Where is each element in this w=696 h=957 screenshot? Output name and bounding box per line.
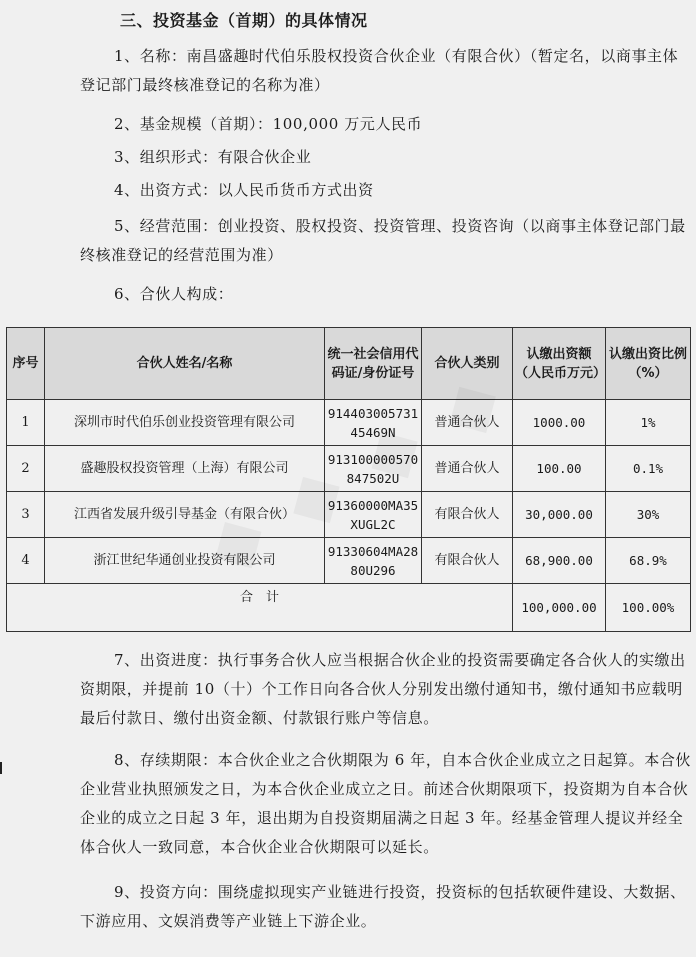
header-code: 统一社会信用代码证/身份证号 <box>325 328 422 400</box>
cell-ratio: 30% <box>606 492 691 538</box>
item-name: 1、名称：南昌盛趣时代伯乐股权投资合伙企业（有限合伙）（暂定名，以商事主体登记部门最终核准登记的名称为准） <box>80 47 679 94</box>
header-amount: 认缴出资额（人民币万元） <box>513 328 606 400</box>
section-heading: 三、投资基金（首期）的具体情况 <box>120 11 368 30</box>
total-label: 合 计 <box>7 584 513 632</box>
cell-name: 江西省发展升级引导基金（有限合伙） <box>45 492 325 538</box>
cell-amount: 1000.00 <box>513 400 606 446</box>
margin-mark <box>0 762 2 774</box>
table-header-row <box>7 328 691 400</box>
cell-seq: 4 <box>7 538 45 584</box>
cell-ratio: 68.9% <box>606 538 691 584</box>
header-type: 合伙人类别 <box>422 328 513 400</box>
cell-code: 91360000MA35XUGL2C <box>325 492 422 538</box>
item-investment-direction: 9、投资方向：围绕虚拟现实产业链进行投资，投资标的包括软硬件建设、大数据、下游应用、文娱消费等产业链上下游企业。 <box>80 883 686 930</box>
cell-ratio: 1% <box>606 400 691 446</box>
cell-ratio: 0.1% <box>606 446 691 492</box>
table-row <box>7 538 691 584</box>
header-name: 合伙人姓名/名称 <box>45 328 325 400</box>
cell-amount: 68,900.00 <box>513 538 606 584</box>
cell-name: 浙江世纪华通创业投资有限公司 <box>45 538 325 584</box>
cell-type: 有限合伙人 <box>422 492 513 538</box>
header-seq: 序号 <box>7 328 45 400</box>
cell-name: 深圳市时代伯乐创业投资管理有限公司 <box>45 400 325 446</box>
item-business-scope: 5、经营范围：创业投资、股权投资、投资管理、投资咨询（以商事主体登记部门最终核准登记的经营范围为准） <box>80 217 686 264</box>
item-org-form: 3、组织形式：有限合伙企业 <box>114 148 312 166</box>
cell-seq: 3 <box>7 492 45 538</box>
item-partners-title: 6、合伙人构成： <box>114 285 234 303</box>
total-ratio: 100.00% <box>606 584 691 632</box>
item-contribution-method: 4、出资方式：以人民币货币方式出资 <box>114 181 374 199</box>
cell-type: 普通合伙人 <box>422 446 513 492</box>
cell-code: 91440300573145469N <box>325 400 422 446</box>
cell-seq: 1 <box>7 400 45 446</box>
cell-seq: 2 <box>7 446 45 492</box>
item-contribution-progress: 7、出资进度：执行事务合伙人应当根据合伙企业的投资需要确定各合伙人的实缴出资期限，并提前 10（十）个工作日向各合伙人分别发出缴付通知书，缴付通知书应载明最后付款日、缴付出资金额、付款银行账户等信息。 <box>80 651 686 727</box>
cell-code: 913100000570847502U <box>325 446 422 492</box>
item-fund-scale: 2、基金规模（首期）：100,000 万元人民币 <box>114 115 423 133</box>
cell-amount: 30,000.00 <box>513 492 606 538</box>
table-total-row <box>7 584 691 632</box>
item-duration: 8、存续期限：本合伙企业之合伙期限为 6 年，自本合伙企业成立之日起算。本合伙企业营业执照颁发之日，为本合伙企业成立之日。前述合伙期限项下，投资期为自本合伙企业的成立之日起 3 年，退出期为自投资期届满之日起 3 年。经基金管理人提议并经全体合伙人一致同意，本合伙企业合伙期限可以延长。 <box>80 751 692 856</box>
cell-name: 盛趣股权投资管理（上海）有限公司 <box>45 446 325 492</box>
cell-amount: 100.00 <box>513 446 606 492</box>
header-ratio: 认缴出资比例（%） <box>606 328 691 400</box>
cell-type: 普通合伙人 <box>422 400 513 446</box>
total-amount: 100,000.00 <box>513 584 606 632</box>
cell-type: 有限合伙人 <box>422 538 513 584</box>
cell-code: 91330604MA2880U296 <box>325 538 422 584</box>
